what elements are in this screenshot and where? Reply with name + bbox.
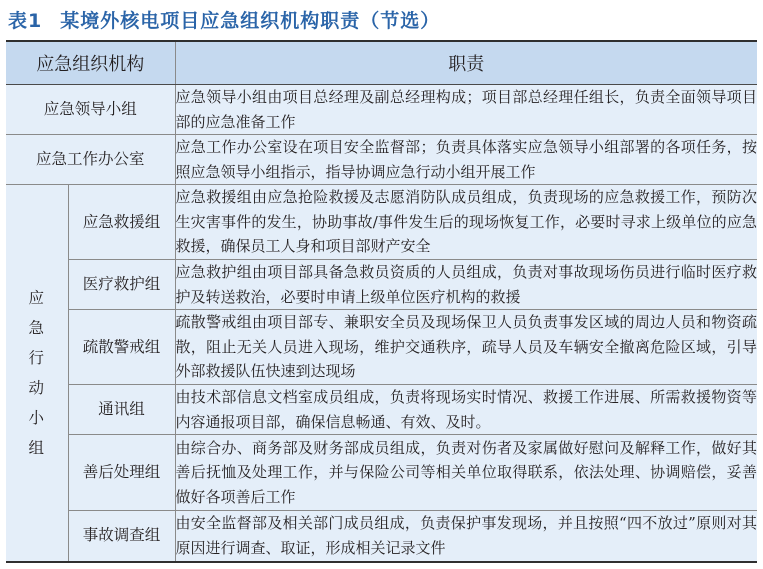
header-row [6,41,757,85]
subgroup-communication: 通讯组 [68,385,175,435]
duty-aftermath: 由综合办、商务部及财务部成员组成，负责对伤者及家属做好慰问及解释工作，做好其善后抚恤及处理工作，并与保险公司等相关单位取得联系，依法处理、协调赔偿，妥善做好各项善后工作 [175,435,757,511]
subgroup-evacuation: 疏散警戒组 [68,310,175,385]
duty-communication: 由技术部信息文档室成员组成，负责将现场实时情况、救援工作进展、所需救援物资等内容通报项目部，确保信息畅通、有效、及时。 [175,385,757,435]
subgroup-investigation: 事故调查组 [68,511,175,562]
subgroup-rescue: 应急救援组 [68,185,175,260]
org-leadership-group: 应急领导小组 [6,85,175,135]
table-row [6,435,757,511]
org-action-group [6,185,68,562]
duty-medical: 应急救护组由项目部具备急救员资质的人员组成，负责对事故现场伤员进行临时医疗救护及转送救治，必要时申请上级单位医疗机构的救援 [175,260,757,310]
subgroup-aftermath: 善后处理组 [68,435,175,511]
action-group-label: 应急行动小组 [28,288,45,457]
org-emergency-office: 应急工作办公室 [6,135,175,185]
table-row [6,385,757,435]
table-number: 表1 [8,9,43,32]
duty-rescue: 应急救援组由应急抢险救援及志愿消防队成员组成，负责现场的应急救援工作，预防次生灾害事件的发生，协助事故/事件发生后的现场恢复工作，必要时寻求上级单位的应急救援，确保员工人身和项目部财产安全 [175,185,757,260]
duty-emergency-office: 应急工作办公室设在项目安全监督部；负责具体落实应急领导小组部署的各项任务，按照应急领导小组指示，指导协调应急行动小组开展工作 [175,135,757,185]
table-row [6,135,757,185]
table-title: 某境外核电项目应急组织机构职责（节选） [60,9,441,32]
duty-leadership-group: 应急领导小组由项目总经理及副总经理构成；项目部总经理任组长，负责全面领导项目部的应急准备工作 [175,85,757,135]
header-org: 应急组织机构 [6,41,175,85]
table-row [6,185,757,260]
subgroup-medical: 医疗救护组 [68,260,175,310]
duty-investigation: 由安全监督部及相关部门成员组成，负责保护事发现场，并且按照“四不放过”原则对其原因进行调查、取证，形成相关记录文件 [175,511,757,562]
duty-evacuation: 疏散警戒组由项目部专、兼职安全员及现场保卫人员负责事发区域的周边人员和物资疏散，阻止无关人员进入现场，维护交通秩序，疏导人员及车辆安全撤离危险区域，引导外部救援队伍快速到达现场 [175,310,757,385]
table-caption [8,4,440,34]
header-duty: 职责 [175,41,757,85]
table-row [6,511,757,562]
table-row [6,310,757,385]
table-row [6,260,757,310]
table-row [6,85,757,135]
responsibility-table [6,40,757,563]
